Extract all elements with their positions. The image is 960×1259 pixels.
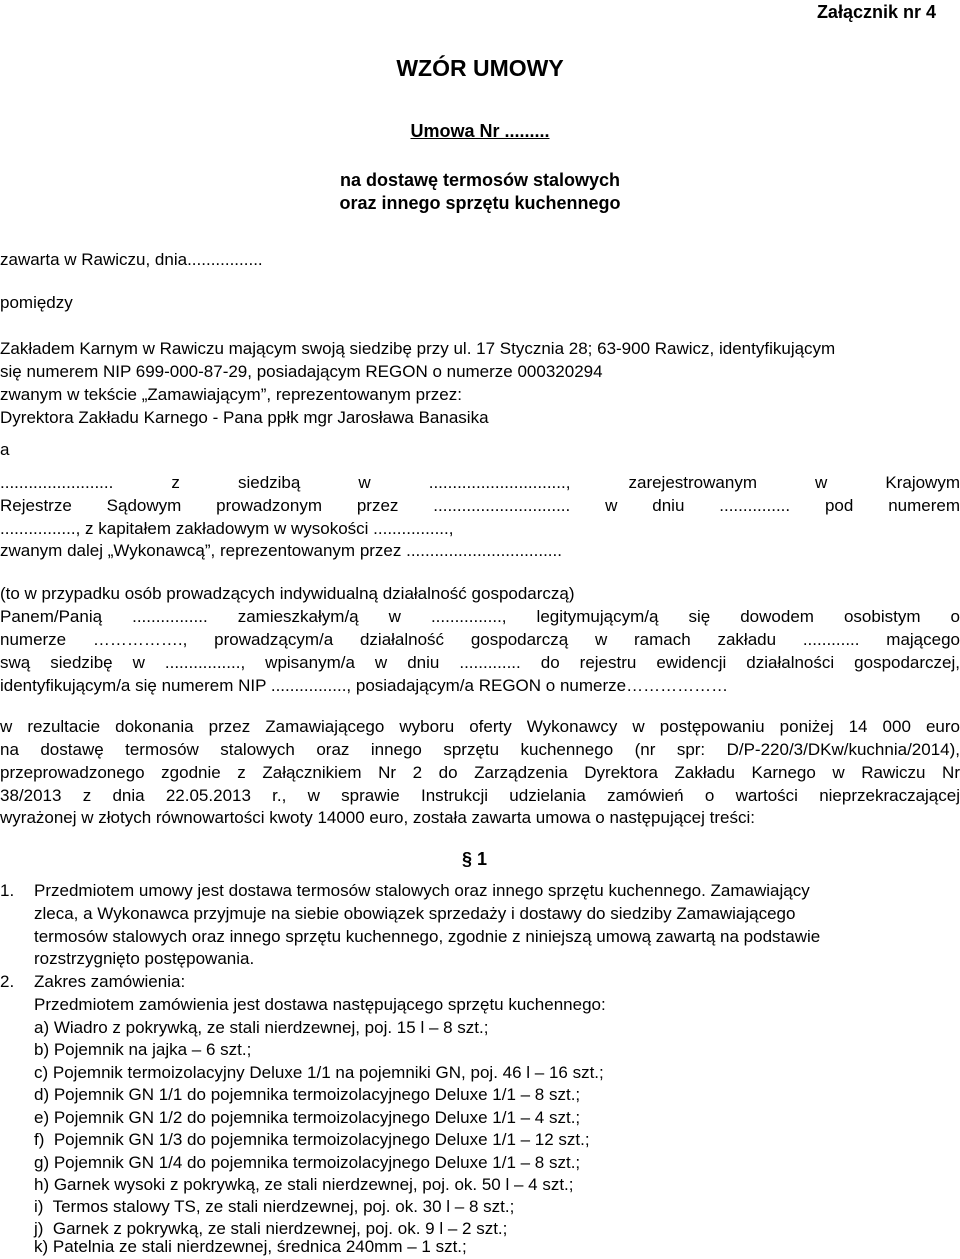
individual-line5: identyfikującym/a się numerem NIP ................, posiadającym/a REGON o numerze……………… bbox=[0, 676, 729, 695]
list-item: g) Pojemnik GN 1/4 do pojemnika termoizolacyjnego Deluxe 1/1 – 8 szt.; bbox=[34, 1153, 581, 1172]
result-line4: 38/2013 z dnia 22.05.2013 r., w sprawie Instrukcji udzielania zamówień o wartości nieprzekraczającej bbox=[0, 786, 960, 805]
list-item: i) Termos stalowy TS, ze stali nierdzewnej, poj. ok. 30 l – 8 szt.; bbox=[34, 1197, 515, 1216]
list-item: d) Pojemnik GN 1/1 do pojemnika termoizolacyjnego Deluxe 1/1 – 8 szt.; bbox=[34, 1085, 581, 1104]
party2-line1: ........................ z siedzibą w ............................., zarejestrowanym w Krajowym bbox=[0, 473, 960, 492]
individual-line4: swą siedzibę w ................, wpisanym/a w dniu ............. do rejestru ewidencji działalności gospodarczej, bbox=[0, 653, 960, 672]
list-item: b) Pojemnik na jajka – 6 szt.; bbox=[34, 1040, 252, 1059]
p1-number: 1. bbox=[0, 881, 15, 900]
party1-line3: zwanym w tekście „Zamawiającym”, reprezentowanym przez: bbox=[0, 385, 462, 404]
party1-line1: Zakładem Karnym w Rawiczu mającym swoją siedzibę przy ul. 17 Stycznia 28; 63-900 Rawicz, identyfikującym bbox=[0, 339, 836, 358]
party2-line4: zwanym dalej „Wykonawcą”, reprezentowanym przez ................................. bbox=[0, 541, 562, 560]
result-line5: wyrażonej w złotych równowartości kwoty 14000 euro, została zawarta umowa o następującej treści: bbox=[0, 808, 755, 827]
contract-subject-line2: oraz innego sprzętu kuchennego bbox=[339, 193, 621, 213]
result-line2: na dostawę termosów stalowych oraz innego sprzętu kuchennego (nr spr: D/P-220/3/DKw/kuchnia/2014), bbox=[0, 740, 960, 759]
party1-line2: się numerem NIP 699-000-87-29, posiadającym REGON o numerze 000320294 bbox=[0, 362, 603, 381]
attachment-label: Załącznik nr 4 bbox=[816, 2, 936, 22]
individual-line2: Panem/Panią ................ zamieszkałym/ą w ..............., legitymującym/ą się dowodem osobistym o bbox=[0, 607, 960, 626]
result-line3: przeprowadzonego zgodnie z Załącznikiem Nr 2 do Zarządzenia Dyrektora Zakładu Karnego w Rawiczu Nr bbox=[0, 763, 960, 782]
list-item: f) Pojemnik GN 1/3 do pojemnika termoizolacyjnego Deluxe 1/1 – 12 szt.; bbox=[34, 1130, 590, 1149]
conjunction-a: a bbox=[0, 440, 10, 459]
document-title: WZÓR UMOWY bbox=[396, 55, 564, 81]
list-item: h) Garnek wysoki z pokrywką, ze stali nierdzewnej, poj. ok. 50 l – 4 szt.; bbox=[34, 1175, 574, 1194]
p1-line1: Przedmiotem umowy jest dostawa termosów stalowych oraz innego sprzętu kuchennego. Zamawiający bbox=[34, 881, 810, 900]
individual-line3: numerze ……………., prowadzącym/a działalność gospodarczą w ramach zakładu ............ mającego bbox=[0, 630, 960, 649]
list-item: c) Pojemnik termoizolacyjny Deluxe 1/1 na pojemniki GN, poj. 46 l – 16 szt.; bbox=[34, 1063, 604, 1082]
p2-number: 2. bbox=[0, 972, 15, 991]
individual-note: (to w przypadku osób prowadzących indywidualną działalność gospodarczą) bbox=[0, 584, 575, 603]
contract-subject-line1: na dostawę termosów stalowych bbox=[339, 170, 621, 190]
party2-line2: Rejestrze Sądowym prowadzonym przez ............................. w dniu ............... pod numerem bbox=[0, 496, 960, 515]
list-item: j) Garnek z pokrywką, ze stali nierdzewnej, poj. ok. 9 l – 2 szt.; bbox=[34, 1219, 508, 1238]
section1-heading: § 1 bbox=[462, 849, 488, 869]
list-item: a) Wiadro z pokrywką, ze stali nierdzewnej, poj. 15 l – 8 szt.; bbox=[34, 1018, 489, 1037]
p2-title: Zakres zamówienia: bbox=[34, 972, 186, 991]
p1-line3: termosów stalowych oraz innego sprzętu kuchennego, zgodnie z niniejszą umową zawartą na podstawie bbox=[34, 927, 821, 946]
contract-number: Umowa Nr ......... bbox=[410, 121, 550, 141]
list-item: e) Pojemnik GN 1/2 do pojemnika termoizolacyjnego Deluxe 1/1 – 4 szt.; bbox=[34, 1108, 581, 1127]
between-label: pomiędzy bbox=[0, 293, 73, 312]
p1-line4: rozstrzygnięto postępowania. bbox=[34, 949, 255, 968]
p2-intro: Przedmiotem zamówienia jest dostawa następującego sprzętu kuchennego: bbox=[34, 995, 606, 1014]
result-line1: w rezultacie dokonania przez Zamawiającego wyboru oferty Wykonawcy w postępowaniu poniżej 14 000 euro bbox=[0, 717, 960, 736]
p1-line2: zleca, a Wykonawca przyjmuje na siebie obowiązek sprzedaży i dostawy do siedziby Zamawiającego bbox=[34, 904, 796, 923]
place-date-line: zawarta w Rawiczu, dnia................ bbox=[0, 250, 263, 269]
party1-line4: Dyrektora Zakładu Karnego - Pana ppłk mgr Jarosława Banasika bbox=[0, 408, 489, 427]
list-item: k) Patelnia ze stali nierdzewnej, średnica 240mm – 1 szt.; bbox=[34, 1237, 467, 1256]
party2-line3: ................, z kapitałem zakładowym w wysokości ................, bbox=[0, 519, 454, 538]
